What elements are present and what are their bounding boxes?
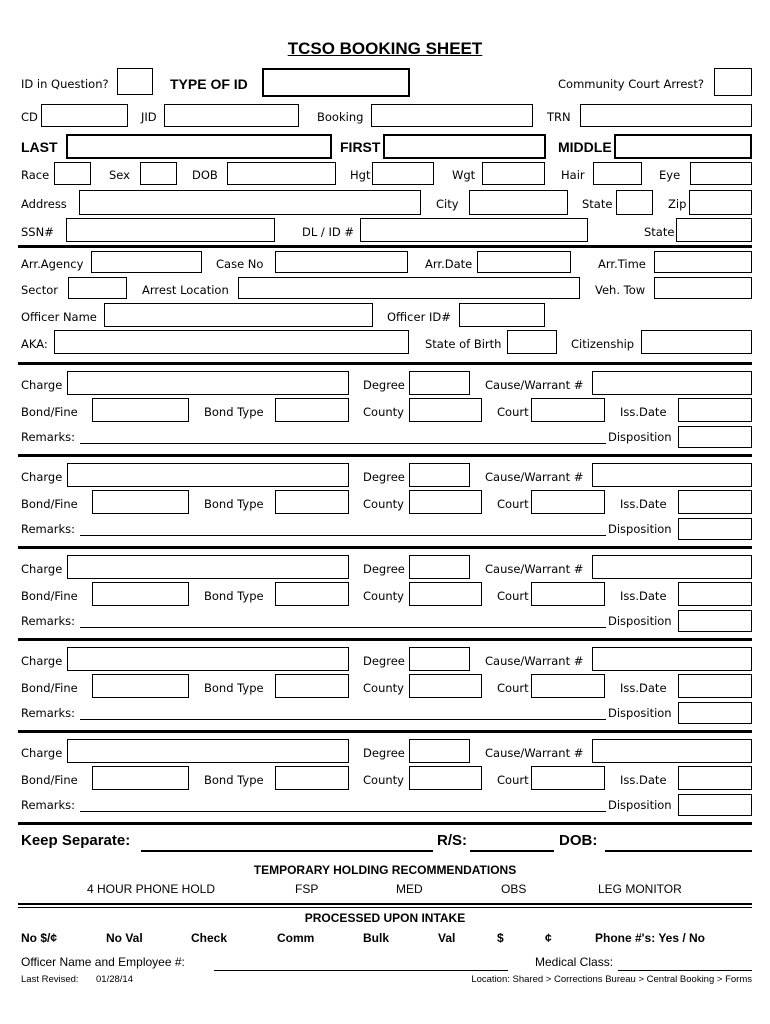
intake-divider-bottom	[18, 907, 752, 908]
eye-label: Eye	[659, 168, 681, 182]
degree-field[interactable]	[409, 371, 470, 395]
cause-warrant-field[interactable]	[592, 463, 752, 487]
remarks-label: Remarks:	[21, 798, 76, 812]
charge-divider-end	[18, 822, 752, 825]
cause-warrant-label: Cause/Warrant #	[485, 746, 584, 760]
medical-class-line[interactable]	[618, 957, 752, 971]
bond-type-field[interactable]	[275, 674, 349, 698]
iss-date-field[interactable]	[678, 582, 752, 606]
cause-warrant-label: Cause/Warrant #	[485, 654, 584, 668]
dob-label: DOB	[192, 168, 218, 182]
charge-divider	[18, 362, 752, 365]
iss-date-field[interactable]	[678, 674, 752, 698]
first-name-label: FIRST	[340, 139, 381, 155]
disposition-label: Disposition	[608, 430, 672, 444]
hair-label: Hair	[561, 168, 585, 182]
bond-fine-field[interactable]	[92, 582, 189, 606]
county-field[interactable]	[409, 674, 482, 698]
temp-option-fsp[interactable]: FSP	[295, 882, 319, 896]
intake-divider-top	[18, 903, 752, 905]
dl-state-label: State	[644, 225, 675, 239]
degree-label: Degree	[363, 654, 405, 668]
county-label: County	[363, 405, 404, 419]
degree-field[interactable]	[409, 463, 470, 487]
arr-time-label: Arr.Time	[598, 257, 646, 271]
remarks-label: Remarks:	[21, 614, 76, 628]
bond-fine-field[interactable]	[92, 398, 189, 422]
bond-type-label: Bond Type	[204, 497, 264, 511]
court-label: Court	[497, 497, 529, 511]
court-field[interactable]	[531, 490, 605, 514]
remarks-label: Remarks:	[21, 430, 76, 444]
citizenship-label: Citizenship	[571, 337, 635, 351]
sex-label: Sex	[109, 168, 130, 182]
last-revised-date: 01/28/14	[96, 974, 133, 985]
intake-no-money[interactable]: No $/¢	[21, 931, 58, 945]
court-field[interactable]	[531, 398, 605, 422]
dl-id-label: DL / ID #	[302, 225, 354, 239]
keep-separate-dob-line[interactable]	[605, 838, 752, 852]
temp-holding-heading: TEMPORARY HOLDING RECOMMENDATIONS	[253, 863, 517, 877]
county-label: County	[363, 773, 404, 787]
remarks-label: Remarks:	[21, 706, 76, 720]
remarks-line[interactable]	[80, 430, 606, 444]
remarks-line[interactable]	[80, 522, 606, 536]
charge-divider	[18, 730, 752, 733]
case-no-label: Case No	[216, 257, 264, 271]
disposition-field[interactable]	[678, 794, 752, 816]
jid-label: JID	[141, 110, 157, 124]
intake-no-val[interactable]: No Val	[106, 931, 143, 945]
intake-comm[interactable]: Comm	[277, 931, 315, 945]
county-field[interactable]	[409, 490, 482, 514]
intake-dollar[interactable]: $	[497, 931, 504, 945]
cause-warrant-label: Cause/Warrant #	[485, 470, 584, 484]
bond-fine-field[interactable]	[92, 766, 189, 790]
state-of-birth-label: State of Birth	[425, 337, 502, 351]
county-field[interactable]	[409, 582, 482, 606]
cause-warrant-label: Cause/Warrant #	[485, 562, 584, 576]
type-of-id-label: TYPE OF ID	[170, 76, 248, 92]
keep-separate-line[interactable]	[141, 838, 433, 852]
disposition-field[interactable]	[678, 518, 752, 540]
charge-field[interactable]	[67, 555, 349, 579]
charge-field[interactable]	[67, 371, 349, 395]
veh-tow-label: Veh. Tow	[595, 283, 646, 297]
id-in-question-label: ID in Question?	[21, 77, 109, 91]
intake-cent[interactable]: ¢	[545, 931, 552, 945]
bond-fine-field[interactable]	[92, 674, 189, 698]
bond-type-field[interactable]	[275, 582, 349, 606]
state-label: State	[582, 197, 613, 211]
bond-fine-label: Bond/Fine	[21, 773, 78, 787]
charge-label: Charge	[21, 562, 63, 576]
form-location: Location: Shared > Corrections Bureau > Central Booking > Forms	[471, 974, 752, 985]
bond-type-field[interactable]	[275, 766, 349, 790]
temp-option-med[interactable]: MED	[396, 882, 423, 896]
court-label: Court	[497, 681, 529, 695]
bond-fine-label: Bond/Fine	[21, 589, 78, 603]
degree-label: Degree	[363, 378, 405, 392]
court-label: Court	[497, 589, 529, 603]
bond-type-label: Bond Type	[204, 681, 264, 695]
ssn-label: SSN#	[21, 225, 54, 239]
officer-employee-label: Officer Name and Employee #:	[21, 955, 185, 969]
degree-field[interactable]	[409, 647, 470, 671]
iss-date-field[interactable]	[678, 398, 752, 422]
charge-divider	[18, 546, 752, 549]
disposition-label: Disposition	[608, 798, 672, 812]
remarks-line[interactable]	[80, 706, 606, 720]
keep-separate-label: Keep Separate:	[21, 832, 131, 849]
remarks-line[interactable]	[80, 614, 606, 628]
county-label: County	[363, 589, 404, 603]
sector-label: Sector	[21, 283, 58, 297]
officer-name-label: Officer Name	[21, 310, 97, 324]
intake-check[interactable]: Check	[191, 931, 228, 945]
rs-line[interactable]	[470, 838, 554, 852]
charge-field[interactable]	[67, 739, 349, 763]
temp-option-phone-hold[interactable]: 4 HOUR PHONE HOLD	[87, 882, 216, 896]
intake-bulk[interactable]: Bulk	[363, 931, 390, 945]
trn-label: TRN	[547, 110, 571, 124]
cause-warrant-label: Cause/Warrant #	[485, 378, 584, 392]
iss-date-label: Iss.Date	[620, 773, 667, 787]
iss-date-label: Iss.Date	[620, 681, 667, 695]
community-court-arrest-label: Community Court Arrest?	[558, 77, 705, 91]
arr-agency-label: Arr.Agency	[21, 257, 84, 271]
charge-field[interactable]	[67, 647, 349, 671]
charge-label: Charge	[21, 378, 63, 392]
disposition-label: Disposition	[608, 522, 672, 536]
temp-option-leg-monitor[interactable]: LEG MONITOR	[598, 882, 682, 896]
court-field[interactable]	[531, 766, 605, 790]
court-field[interactable]	[531, 582, 605, 606]
last-revised-label: Last Revised:	[21, 974, 79, 985]
iss-date-field[interactable]	[678, 490, 752, 514]
county-label: County	[363, 681, 404, 695]
disposition-field[interactable]	[678, 610, 752, 632]
arrest-location-label: Arrest Location	[142, 283, 229, 297]
charge-label: Charge	[21, 746, 63, 760]
cause-warrant-field[interactable]	[592, 371, 752, 395]
intake-phone-numbers[interactable]: Phone #'s: Yes / No	[595, 931, 706, 945]
iss-date-label: Iss.Date	[620, 405, 667, 419]
charge-divider	[18, 454, 752, 457]
iss-date-field[interactable]	[678, 766, 752, 790]
officer-id-label: Officer ID#	[387, 310, 451, 324]
county-field[interactable]	[409, 398, 482, 422]
charge-label: Charge	[21, 470, 63, 484]
court-label: Court	[497, 773, 529, 787]
cause-warrant-field[interactable]	[592, 739, 752, 763]
race-label: Race	[21, 168, 50, 182]
degree-label: Degree	[363, 746, 405, 760]
charge-label: Charge	[21, 654, 63, 668]
remarks-label: Remarks:	[21, 522, 76, 536]
bond-fine-label: Bond/Fine	[21, 681, 78, 695]
booking-label: Booking	[317, 110, 364, 124]
bond-type-field[interactable]	[275, 490, 349, 514]
temp-option-obs[interactable]: OBS	[501, 882, 527, 896]
address-label: Address	[21, 197, 67, 211]
last-name-label: LAST	[21, 139, 58, 155]
medical-class-label: Medical Class:	[535, 955, 614, 969]
cause-warrant-field[interactable]	[592, 647, 752, 671]
degree-label: Degree	[363, 470, 405, 484]
county-field[interactable]	[409, 766, 482, 790]
wgt-label: Wgt	[452, 168, 476, 182]
remarks-line[interactable]	[80, 798, 606, 812]
degree-label: Degree	[363, 562, 405, 576]
hgt-label: Hgt	[350, 168, 371, 182]
middle-name-label: MIDDLE	[558, 139, 612, 155]
degree-field[interactable]	[409, 555, 470, 579]
degree-field[interactable]	[409, 739, 470, 763]
iss-date-label: Iss.Date	[620, 497, 667, 511]
iss-date-label: Iss.Date	[620, 589, 667, 603]
disposition-label: Disposition	[608, 706, 672, 720]
zip-label: Zip	[668, 197, 687, 211]
bond-type-field[interactable]	[275, 398, 349, 422]
disposition-field[interactable]	[678, 426, 752, 448]
bond-type-label: Bond Type	[204, 405, 264, 419]
county-label: County	[363, 497, 404, 511]
cd-label: CD	[21, 110, 38, 124]
charge-divider	[18, 638, 752, 641]
bond-fine-label: Bond/Fine	[21, 497, 78, 511]
cause-warrant-field[interactable]	[592, 555, 752, 579]
charge-field[interactable]	[67, 463, 349, 487]
intake-heading: PROCESSED UPON INTAKE	[304, 911, 466, 925]
officer-employee-line[interactable]	[214, 957, 508, 971]
court-label: Court	[497, 405, 529, 419]
court-field[interactable]	[531, 674, 605, 698]
intake-val[interactable]: Val	[438, 931, 456, 945]
aka-label: AKA:	[21, 337, 48, 351]
rs-label: R/S:	[437, 832, 467, 849]
disposition-label: Disposition	[608, 614, 672, 628]
bond-type-label: Bond Type	[204, 589, 264, 603]
city-label: City	[436, 197, 459, 211]
bond-type-label: Bond Type	[204, 773, 264, 787]
keep-separate-dob-label: DOB:	[559, 832, 598, 849]
arr-date-label: Arr.Date	[425, 257, 473, 271]
bond-fine-field[interactable]	[92, 490, 189, 514]
disposition-field[interactable]	[678, 702, 752, 724]
bond-fine-label: Bond/Fine	[21, 405, 78, 419]
page-title: TCSO BOOKING SHEET	[287, 39, 483, 58]
